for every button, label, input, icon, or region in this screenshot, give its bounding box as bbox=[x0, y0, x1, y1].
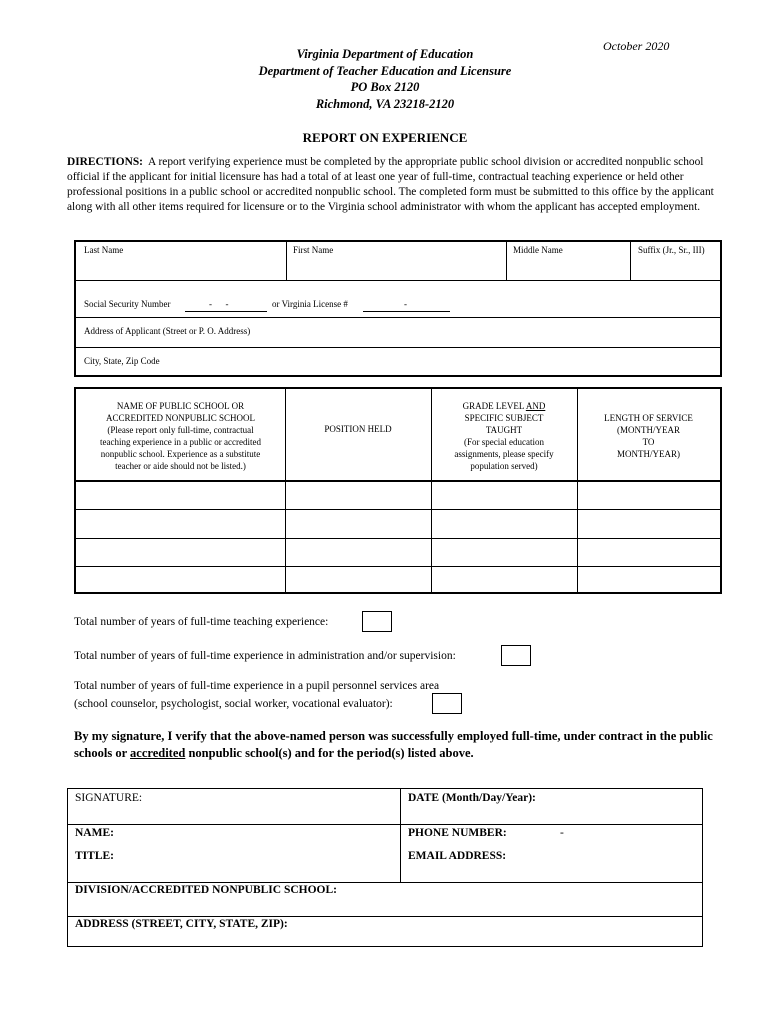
page-title: REPORT ON EXPERIENCE bbox=[302, 130, 468, 145]
header-text: MONTH/YEAR) bbox=[617, 449, 680, 459]
license-label: or Virginia License # bbox=[272, 299, 348, 309]
date-field[interactable]: DATE (Month/Day/Year): bbox=[408, 792, 536, 804]
ssn-field[interactable]: - - bbox=[209, 299, 229, 309]
header-text: LENGTH OF SERVICE bbox=[604, 413, 693, 423]
header-line: Virginia Department of Education bbox=[296, 47, 474, 61]
header-text: (Please report only full-time, contractual bbox=[107, 425, 254, 435]
col-header-length bbox=[577, 412, 720, 460]
total-pupil-input[interactable] bbox=[432, 693, 462, 714]
total-teaching-input[interactable] bbox=[362, 611, 392, 632]
header-text: ACCREDITED NONPUBLIC SCHOOL bbox=[105, 413, 255, 423]
col-header-position: POSITION HELD bbox=[324, 424, 392, 434]
email-field[interactable]: EMAIL ADDRESS: bbox=[408, 850, 507, 862]
verify-text: nonpublic school(s) and for the period(s) listed above. bbox=[185, 746, 474, 760]
total-pupil-label: Total number of years of full-time experience in a pupil personnel services area bbox=[74, 680, 440, 692]
directions bbox=[67, 155, 717, 215]
division-field[interactable]: DIVISION/ACCREDITED NONPUBLIC SCHOOL: bbox=[75, 884, 337, 896]
verify-text-underlined: accredited bbox=[130, 746, 186, 760]
table-row[interactable] bbox=[76, 482, 720, 509]
header-line: Department of Teacher Education and Licensure bbox=[258, 63, 512, 78]
signature-field[interactable]: SIGNATURE: bbox=[75, 792, 143, 804]
header-text bbox=[431, 400, 577, 412]
header-text: TO bbox=[642, 437, 655, 447]
header-text: population served) bbox=[470, 461, 538, 471]
header-text: NAME OF PUBLIC SCHOOL OR bbox=[116, 401, 245, 411]
col-header-grade bbox=[431, 400, 577, 472]
signature-block bbox=[67, 788, 703, 947]
total-pupil-label-2: (school counselor, psychologist, social worker, vocational evaluator): bbox=[74, 698, 393, 710]
header-line: Richmond, VA 23218-2120 bbox=[315, 96, 455, 111]
header-text: nonpublic school. Experience as a substitute bbox=[100, 449, 261, 459]
total-admin-label: Total number of years of full-time experience in administration and/or supervision: bbox=[74, 650, 456, 662]
total-admin-input[interactable] bbox=[501, 645, 531, 666]
ssn-label: Social Security Number bbox=[84, 299, 171, 309]
phone-field[interactable]: PHONE NUMBER: bbox=[408, 827, 507, 839]
license-field[interactable]: - bbox=[404, 299, 407, 309]
directions-label: DIRECTIONS: bbox=[67, 156, 143, 168]
table-row[interactable] bbox=[76, 539, 720, 566]
address-field[interactable]: Address of Applicant (Street or P. O. Address) bbox=[84, 326, 251, 336]
header-text: TAUGHT bbox=[485, 425, 523, 435]
address-field[interactable]: ADDRESS (STREET, CITY, STATE, ZIP): bbox=[75, 918, 288, 930]
total-teaching-label: Total number of years of full-time teaching experience: bbox=[74, 616, 329, 628]
applicant-info-box bbox=[74, 240, 722, 377]
header-line: PO Box 2120 bbox=[350, 80, 420, 94]
header-text: teaching experience in a public or accredited bbox=[100, 437, 261, 447]
directions-text: A report verifying experience must be completed by the appropriate public school division or accredited nonpublic school official if the applicant for initial licensure has had a total of at least one year of full-time, contractual teaching experience or held other professional positions in a public school or accredited nonpublic school. The completed form must be submitted to this office by the applicant along with all other items required for licensure or to the Virginia school administrator with whom the applicant has accepted employment. bbox=[67, 156, 714, 213]
header-text: GRADE LEVEL bbox=[462, 401, 526, 411]
city-field[interactable]: City, State, Zip Code bbox=[84, 356, 160, 366]
header-text: (For special education bbox=[464, 437, 544, 447]
verify-text: By my signature, I verify that the above-named person was successfully employed full-time, under contract in the public schools or bbox=[74, 729, 713, 760]
header-text-underlined: AND bbox=[525, 401, 546, 411]
header-text: assignments, please specify bbox=[454, 449, 554, 459]
last-name-field[interactable]: Last Name bbox=[84, 245, 124, 255]
header-text: teacher or aide should not be listed.) bbox=[115, 461, 246, 471]
col-header-school bbox=[76, 400, 285, 472]
middle-name-field[interactable]: Middle Name bbox=[513, 245, 563, 255]
name-field[interactable]: NAME: bbox=[75, 827, 114, 839]
suffix-field[interactable]: Suffix (Jr., Sr., III) bbox=[638, 245, 705, 255]
header-text: (MONTH/YEAR bbox=[617, 425, 680, 435]
agency-header bbox=[0, 46, 770, 112]
phone-dash: - bbox=[560, 827, 564, 839]
verification-statement bbox=[74, 728, 724, 762]
experience-table bbox=[74, 387, 722, 594]
form-date: October 2020 bbox=[603, 39, 670, 53]
title-field[interactable]: TITLE: bbox=[75, 850, 114, 862]
table-row[interactable] bbox=[76, 510, 720, 538]
table-row[interactable] bbox=[76, 567, 720, 592]
header-text: SPECIFIC SUBJECT bbox=[464, 413, 544, 423]
first-name-field[interactable]: First Name bbox=[293, 245, 334, 255]
